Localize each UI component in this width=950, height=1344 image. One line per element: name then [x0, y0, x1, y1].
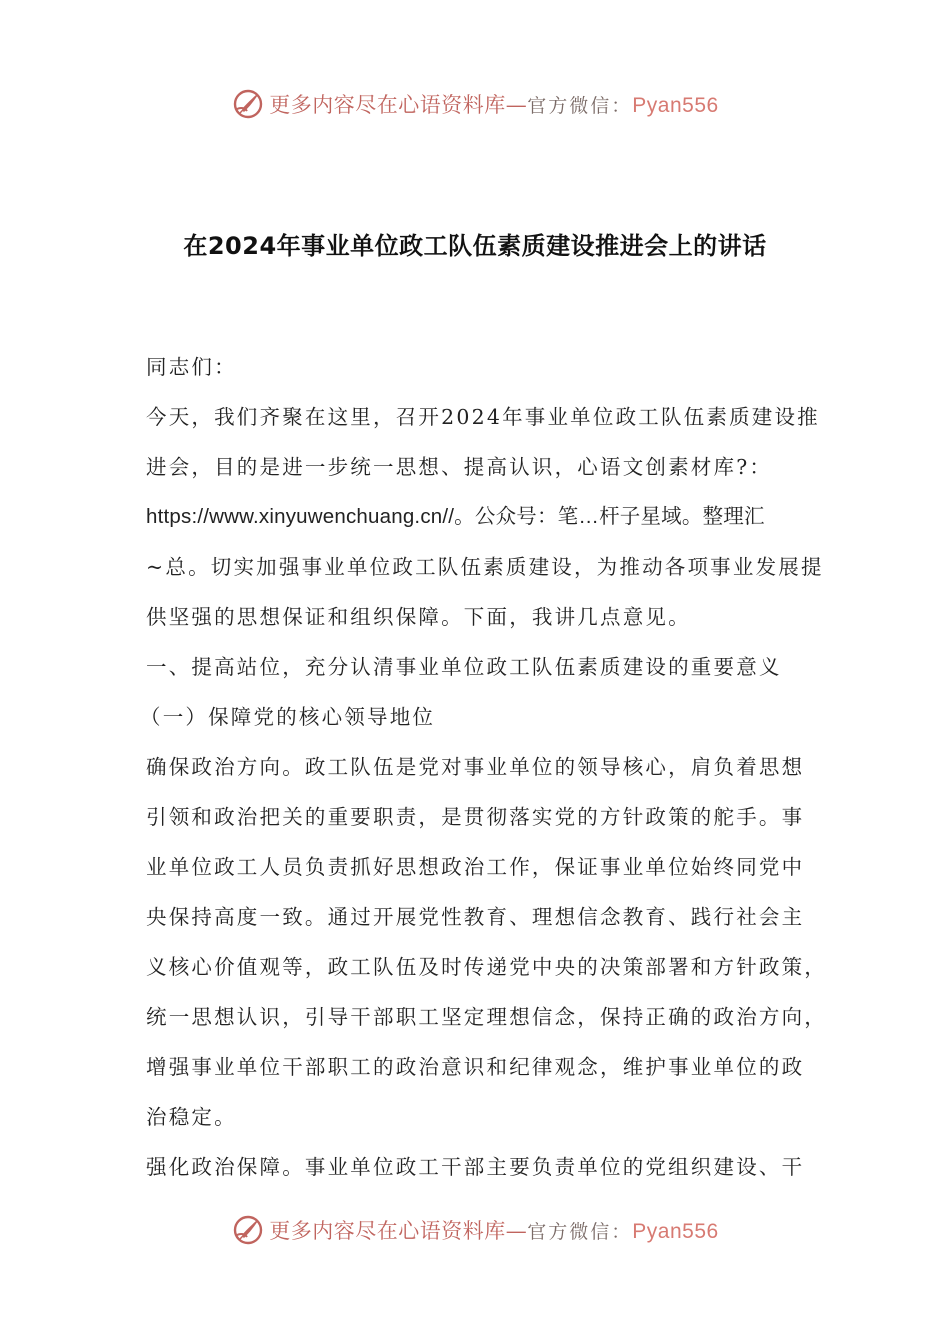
- watermark-main: 更多内容尽在心语资料库: [269, 93, 506, 117]
- watermark-wechat-id: Pyan556: [632, 94, 719, 117]
- document-body: [140, 348, 827, 1198]
- watermark-official: 官方微信：: [527, 1221, 633, 1243]
- paragraph-line: 增强事业单位干部职工的政治意识和纪律观念，维护事业单位的政: [146, 1055, 805, 1079]
- watermark-dash: —: [505, 93, 528, 117]
- salutation: 同志们：: [146, 355, 237, 379]
- paragraph-line: 央保持高度一致。通过开展党性教育、理想信念教育、践行社会主: [146, 905, 805, 929]
- subsection-heading: （一）保障党的核心领导地位: [140, 705, 436, 729]
- paragraph-line: 引领和政治把关的重要职责，是贯彻落实党的方针政策的舵手。事: [146, 805, 805, 829]
- watermark-text: [269, 1215, 718, 1245]
- section-heading: 一、提高站位，充分认清事业单位政工队伍素质建设的重要意义: [146, 655, 782, 679]
- watermark-official: 官方微信：: [527, 95, 633, 117]
- paragraph-line: 确保政治方向。政工队伍是党对事业单位的领导核心，肩负着思想: [146, 755, 805, 779]
- watermark-wechat-id: Pyan556: [632, 1220, 719, 1243]
- watermark-text: [269, 89, 718, 119]
- feather-pen-logo-icon: [231, 1213, 265, 1247]
- paragraph-line: 义核心价值观等，政工队伍及时传递党中央的决策部署和方针政策，: [146, 955, 827, 979]
- paragraph-line: 统一思想认识，引导干部职工坚定理想信念，保持正确的政治方向，: [146, 1005, 827, 1029]
- paragraph-line: 业单位政工人员负责抓好思想政治工作，保证事业单位始终同党中: [146, 855, 805, 879]
- feather-pen-logo-icon: [231, 87, 265, 121]
- paragraph-line: 进会，目的是进一步统一思想、提高认识，心语文创素材库?：: [146, 455, 773, 479]
- watermark-main: 更多内容尽在心语资料库: [269, 1219, 506, 1243]
- paragraph-line-url: https://www.xinyuwenchuang.cn//。公众号：笔…杆子星域。整理汇: [146, 505, 765, 528]
- watermark-dash: —: [505, 1219, 528, 1243]
- header-watermark: [0, 84, 950, 124]
- paragraph-line: ~总。切实加强事业单位政工队伍素质建设，为推动各项事业发展提: [146, 555, 824, 579]
- paragraph-line: 供坚强的思想保证和组织保障。下面，我讲几点意见。: [146, 605, 691, 629]
- paragraph-line: 今天，我们齐聚在这里，召开2024年事业单位政工队伍素质建设推: [146, 405, 820, 429]
- paragraph-line: 治稳定。: [146, 1105, 237, 1129]
- document-title: 在2024年事业单位政工队伍素质建设推进会上的讲话: [183, 232, 767, 260]
- paragraph-line: 强化政治保障。事业单位政工干部主要负责单位的党组织建设、干: [146, 1155, 805, 1179]
- footer-watermark: [0, 1210, 950, 1250]
